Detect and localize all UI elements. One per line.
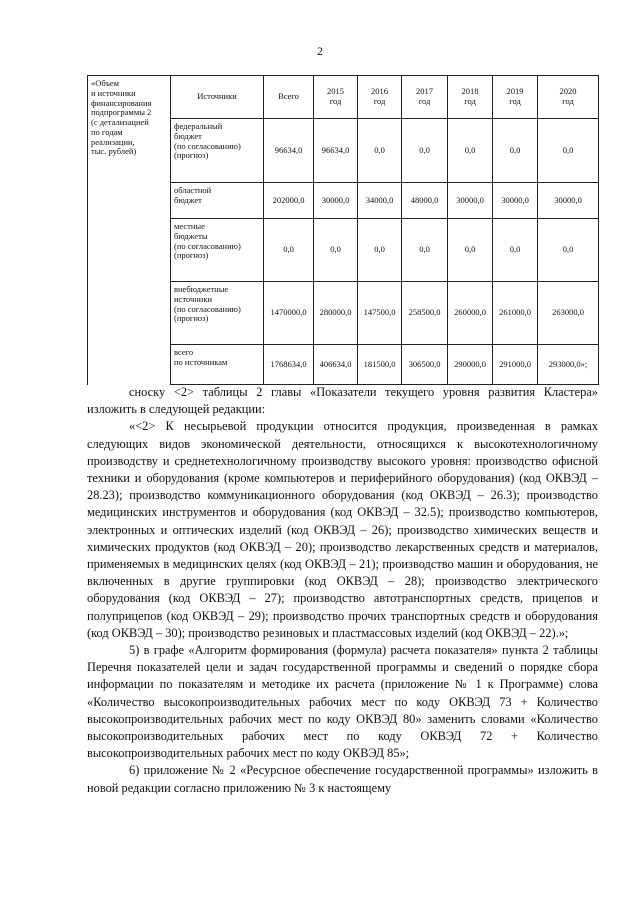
value-cell: 0,0	[358, 219, 402, 282]
value-cell: 1768634,0	[264, 345, 314, 385]
value-cell: 0,0	[358, 119, 402, 183]
source-cell: внебюджетные источники (по согласованию) (прогноз)	[171, 282, 264, 345]
row-label-cell	[88, 76, 171, 385]
value-cell: 147500,0	[358, 282, 402, 345]
value-cell: 258500,0	[402, 282, 448, 345]
value-cell: 96634,0	[264, 119, 314, 183]
value-cell: 293000,0»;	[538, 345, 599, 385]
value-cell: 0,0	[493, 119, 538, 183]
paragraph: «<2> К несырьевой продукции относится продукция, произведенная в рамках следующих видов экономической деятельности, относящихся к высокотехнологичному производству и среднетехнологичному производству высокого уровня: производство офисной техники и оборудования (кроме компьютеров и периферийного оборудования) (код ОКВЭД – 28.23); производство коммуникационного оборудования (код ОКВЭД – 26.3); производство медицинских инструментов и оборудования (код ОКВЭД – 32.5); производство компьютеров, электронных и оптических изделий (код ОКВЭД – 26); производство химических веществ и химических продуктов (код ОКВЭД – 20); производство лекарственных средств и материалов, применяемых в медицинских целях (код ОКВЭД – 21); производство машин и оборудования, не включенных в другие группировки (код ОКВЭД – 28); производство электрического оборудования (код ОКВЭД – 27); производство автотранспортных средств, прицепов и полуприцепов (код ОКВЭД – 29); производство прочих транспортных средств и оборудования (код ОКВЭД – 30); производство резиновых и пластмассовых изделий (код ОКВЭД – 22).»;	[87, 419, 598, 640]
value-cell: 181500,0	[358, 345, 402, 385]
value-cell: 0,0	[314, 219, 358, 282]
value-cell: 260000,0	[448, 282, 493, 345]
header-cell: Всего	[264, 76, 314, 119]
paragraph: сноску <2> таблицы 2 главы «Показатели текущего уровня развития Кластера» изложить в следующей редакции:	[87, 385, 598, 417]
value-cell: 0,0	[402, 219, 448, 282]
document-body	[87, 384, 598, 797]
value-cell: 406634,0	[314, 345, 358, 385]
value-cell: 263000,0	[538, 282, 599, 345]
page-number: 2	[317, 44, 323, 58]
table-header-row	[88, 76, 599, 119]
source-cell: областной бюджет	[171, 183, 264, 219]
value-cell: 306500,0	[402, 345, 448, 385]
value-cell: 30000,0	[448, 183, 493, 219]
value-cell: 34000,0	[358, 183, 402, 219]
value-cell: 1470000,0	[264, 282, 314, 345]
header-cell: 2018 год	[448, 76, 493, 119]
value-cell: 30000,0	[538, 183, 599, 219]
value-cell: 30000,0	[493, 183, 538, 219]
header-cell: 2015 год	[314, 76, 358, 119]
value-cell: 290000,0	[448, 345, 493, 385]
header-cell: Источники	[171, 76, 264, 119]
value-cell: 0,0	[538, 219, 599, 282]
value-cell: 0,0	[264, 219, 314, 282]
value-cell: 291000,0	[493, 345, 538, 385]
value-cell: 0,0	[448, 119, 493, 183]
source-cell: местные бюджеты (по согласованию) (прогноз)	[171, 219, 264, 282]
header-cell: 2017 год	[402, 76, 448, 119]
source-cell: федеральный бюджет (по согласованию) (прогноз)	[171, 119, 264, 183]
value-cell: 96634,0	[314, 119, 358, 183]
value-cell: 48000,0	[402, 183, 448, 219]
financing-table	[87, 75, 599, 385]
header-cell: 2016 год	[358, 76, 402, 119]
paragraph: 5) в графе «Алгоритм формирования (формула) расчета показателя» пункта 2 таблицы Перечня показателей цели и задач государственной программы и сведений о порядке сбора информации по показателям и методике их расчета (приложение № 1 к Программе) слова «Количество высокопроизводительных рабочих мест по коду ОКВЭД 73 + Количество высокопроизводительных рабочих мест по коду ОКВЭД 80» заменить словами «Количество высокопроизводительных рабочих мест по коду ОКВЭД 72 + Количество высокопроизводительных рабочих мест по коду ОКВЭД 85»;	[87, 643, 598, 761]
value-cell: 202000,0	[264, 183, 314, 219]
header-cell: 2020 год	[538, 76, 599, 119]
paragraph: 6) приложение № 2 «Ресурсное обеспечение государственной программы» изложить в новой редакции согласно приложению № 3 к настоящему	[87, 763, 598, 795]
row-label-text: «Объем и источники финансирования подпрограммы 2 (с детализацией по годам реализации, тыс. рублей)	[91, 78, 152, 157]
source-cell: всего по источникам	[171, 345, 264, 385]
value-cell: 280000,0	[314, 282, 358, 345]
value-cell: 0,0	[493, 219, 538, 282]
value-cell: 0,0	[448, 219, 493, 282]
value-cell: 0,0	[402, 119, 448, 183]
header-cell: 2019 год	[493, 76, 538, 119]
value-cell: 261000,0	[493, 282, 538, 345]
value-cell: 30000,0	[314, 183, 358, 219]
value-cell: 0,0	[538, 119, 599, 183]
